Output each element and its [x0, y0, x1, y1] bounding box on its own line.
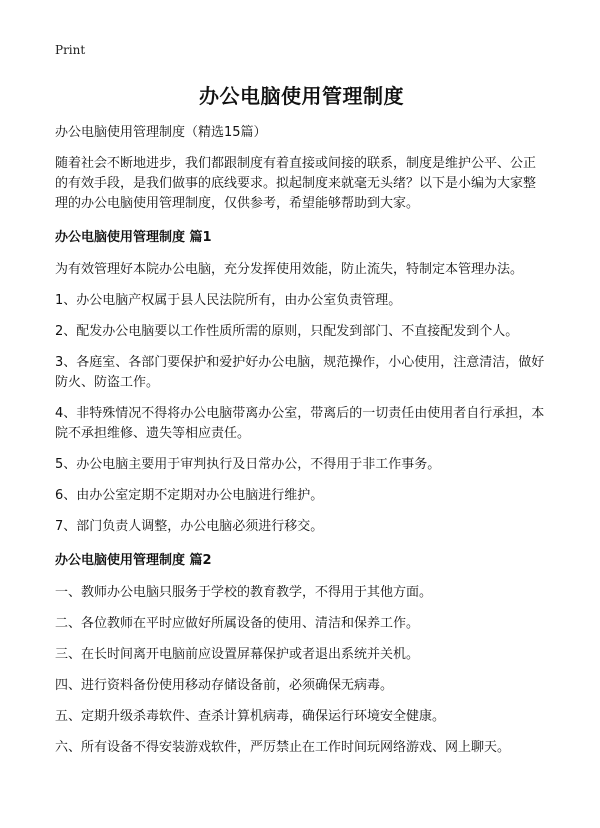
print-link[interactable]: Print [55, 43, 86, 57]
rule-item: 4、非特殊情况不得将办公电脑带离办公室，带离后的一切责任由使用者自行承担，本院不承担维修、遗失等相应责任。 [55, 406, 545, 441]
rule-item: 五、定期升级杀毒软件、查杀计算机病毒，确保运行环境安全健康。 [55, 709, 446, 724]
section-1 [55, 228, 548, 537]
section-2 [55, 551, 548, 758]
rule-item: 6、由办公室定期不定期对办公电脑进行维护。 [55, 488, 324, 503]
section-heading: 办公电脑使用管理制度 篇2 [55, 553, 212, 568]
rule-item: 二、各位教师在平时应做好所属设备的使用、清洁和保养工作。 [55, 616, 420, 631]
rule-item: 一、教师办公电脑只服务于学校的教育教学，不得用于其他方面。 [55, 585, 433, 600]
rule-item: 3、各庭室、各部门要保护和爱护好办公电脑，规范操作，小心使用，注意清洁，做好防火、防盗工作。 [55, 355, 545, 390]
intro-paragraph: 随着社会不断地进步，我们都跟制度有着直接或间接的联系，制度是维护公平、公正的有效手段，是我们做事的底线要求。拟起制度来就毫无头绪？以下是小编为大家整理的办公电脑使用管理制度，仅供参考，希望能够帮助到大家。 [55, 156, 537, 211]
rule-item: 六、所有设备不得安装游戏软件，严厉禁止在工作时间玩网络游戏、网上聊天。 [55, 740, 511, 755]
rule-item: 7、部门负责人调整，办公电脑必须进行移交。 [55, 519, 324, 534]
rule-item: 5、办公电脑主要用于审判执行及日常办公，不得用于非工作事务。 [55, 457, 441, 472]
section-paragraph: 为有效管理好本院办公电脑，充分发挥使用效能，防止流失，特制定本管理办法。 [55, 262, 524, 277]
rule-item: 2、配发办公电脑要以工作性质所需的原则，只配发到部门、不直接配发到个人。 [55, 324, 519, 339]
page-title: 办公电脑使用管理制度 [199, 84, 404, 108]
rule-item: 1、办公电脑产权属于县人民法院所有，由办公室负责管理。 [55, 293, 402, 308]
document-subtitle: 办公电脑使用管理制度（精选15篇） [55, 125, 267, 140]
section-heading: 办公电脑使用管理制度 篇1 [55, 230, 212, 245]
rule-item: 四、进行资料备份使用移动存储设备前，必须确保无病毒。 [55, 678, 394, 693]
rule-item: 三、在长时间离开电脑前应设置屏幕保护或者退出系统并关机。 [55, 647, 420, 662]
